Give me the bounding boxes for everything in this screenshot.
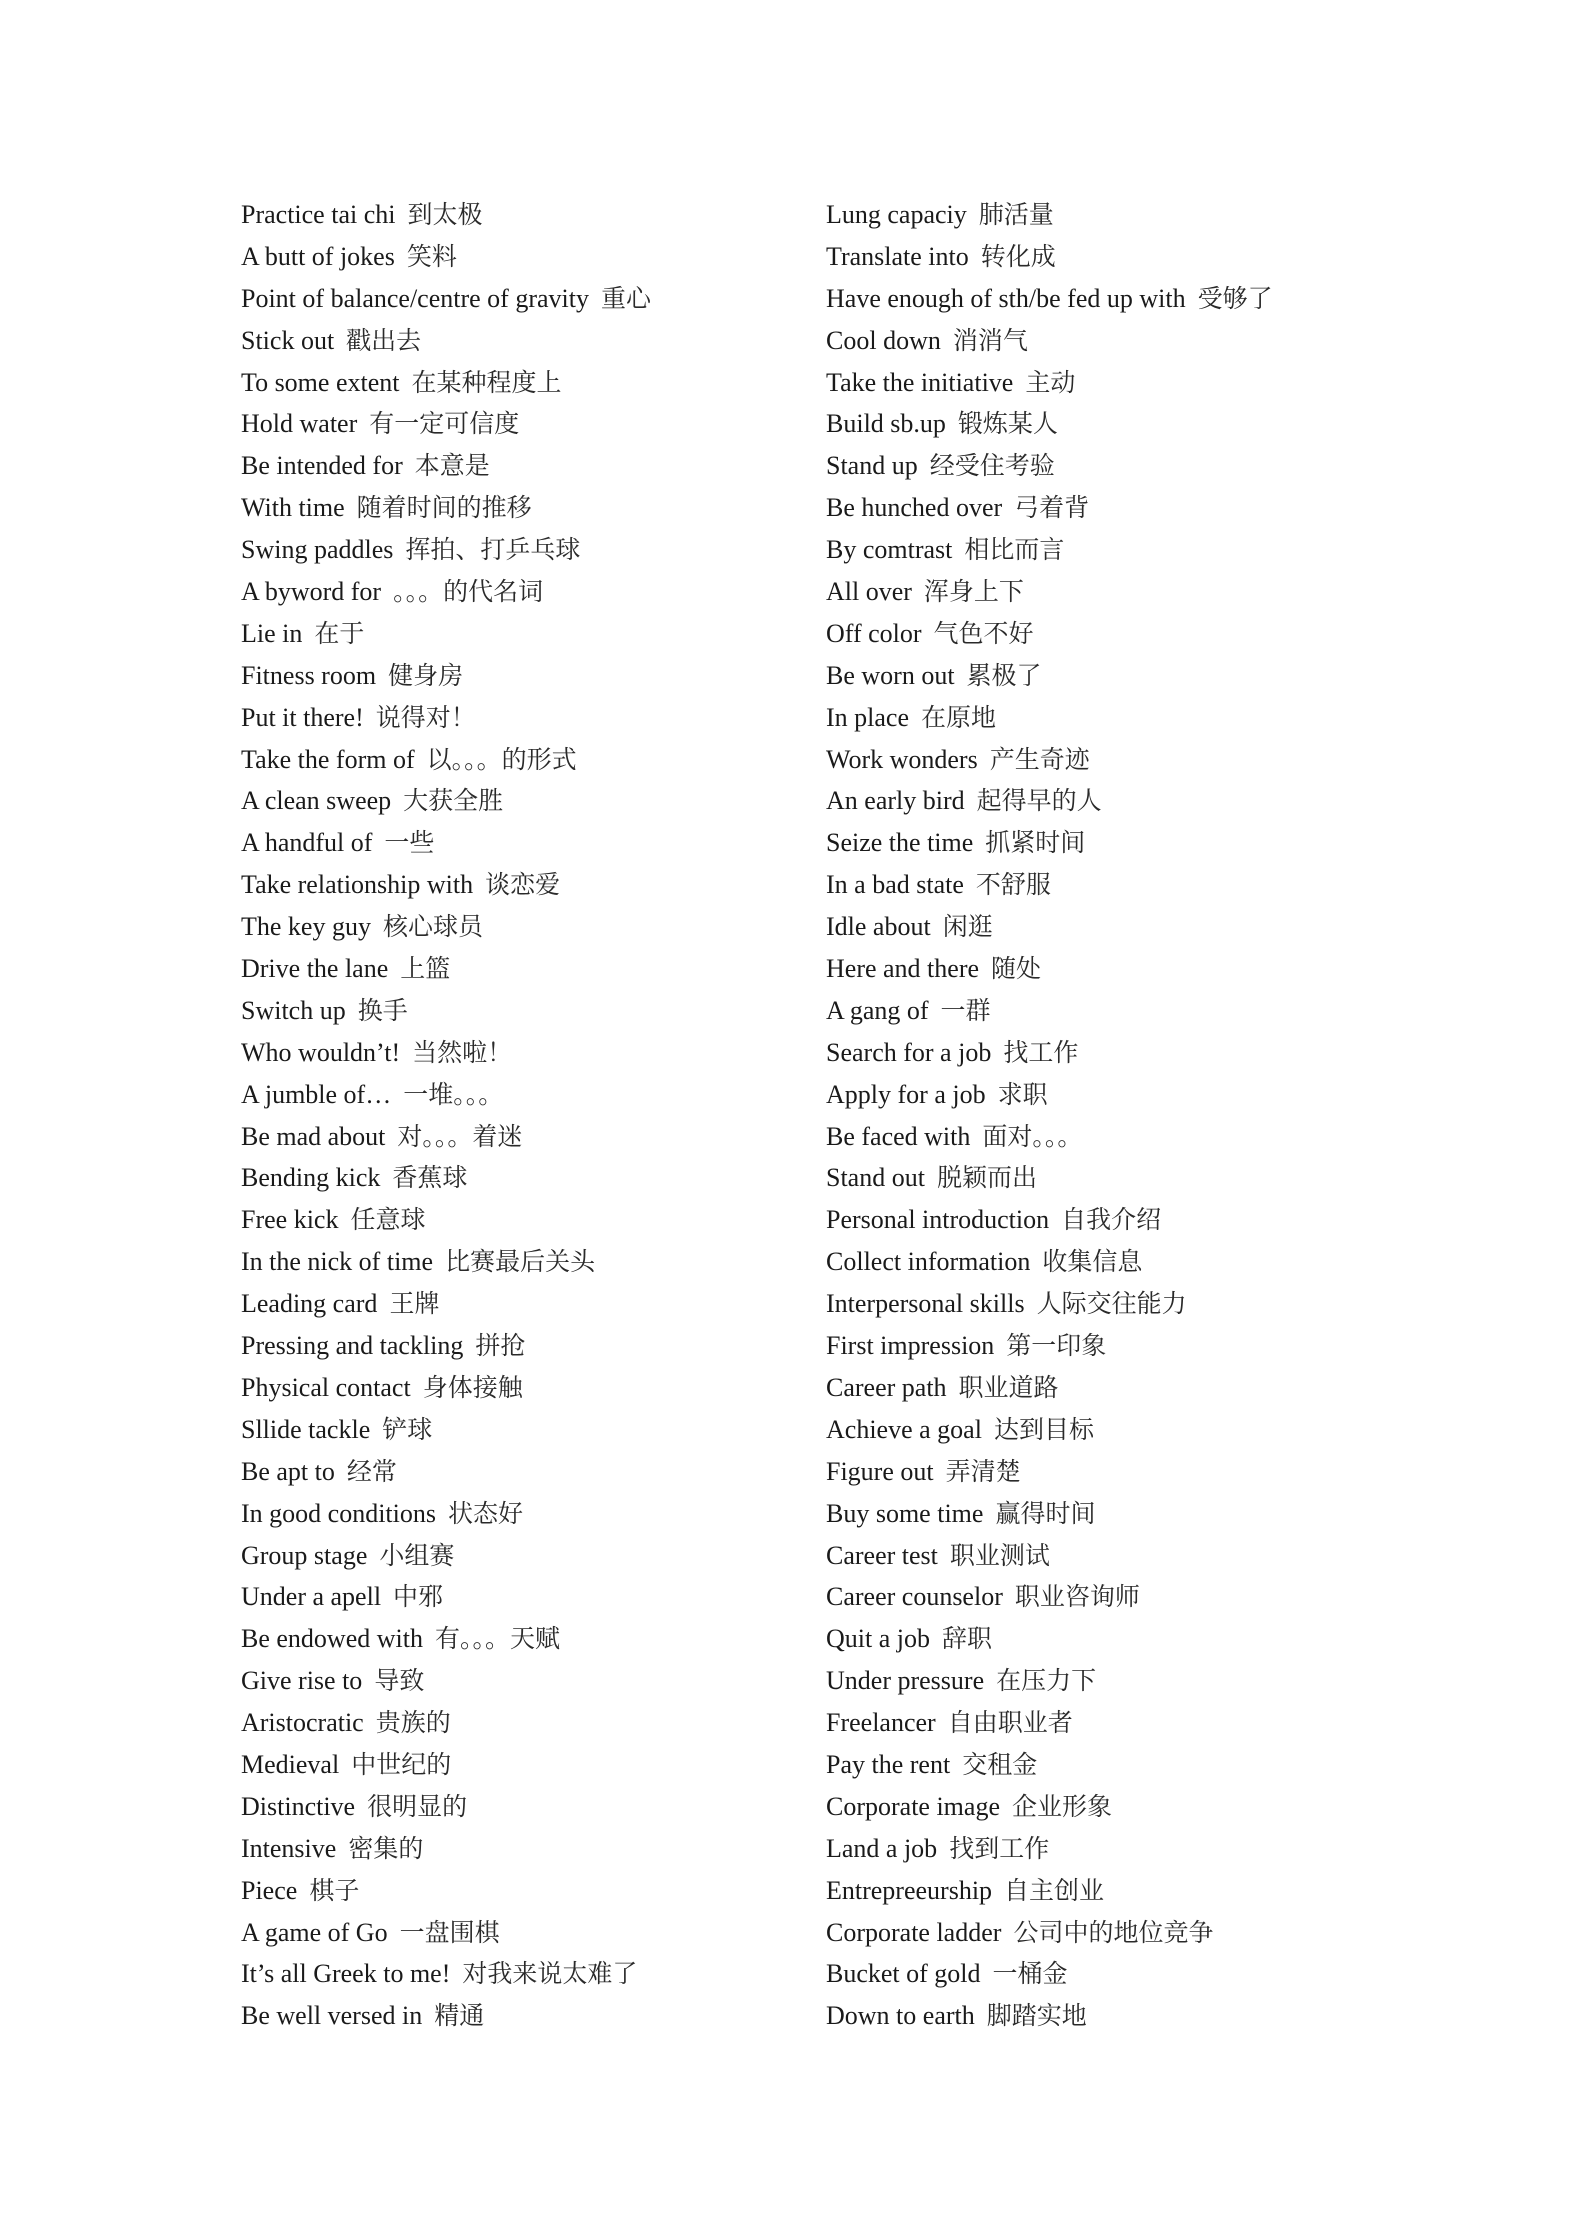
english-phrase: Idle about <box>826 912 931 942</box>
english-phrase: In place <box>826 702 910 732</box>
english-phrase: Stick out <box>241 325 335 355</box>
chinese-translation: 一群 <box>940 995 991 1025</box>
english-phrase: Swing paddles <box>241 535 394 565</box>
chinese-translation: 经常 <box>346 1456 397 1486</box>
chinese-translation: 相比而言 <box>964 535 1065 565</box>
chinese-translation: 一桶金 <box>992 1959 1068 1989</box>
english-phrase: Practice tai chi <box>241 200 396 229</box>
english-phrase: Achieve a goal <box>826 1414 982 1444</box>
chinese-translation: 自我介绍 <box>1061 1205 1162 1235</box>
english-phrase: Figure out <box>826 1456 934 1486</box>
vocabulary-entry <box>826 1953 1526 1995</box>
vocabulary-entry <box>826 1116 1526 1158</box>
chinese-translation: 本意是 <box>414 451 490 481</box>
vocabulary-entry <box>241 1912 801 1954</box>
english-phrase: Pressing and tackling <box>241 1331 464 1361</box>
english-phrase: Intensive <box>241 1833 337 1863</box>
vocabulary-entry <box>241 1744 801 1786</box>
english-phrase: First impression <box>826 1331 995 1361</box>
vocabulary-entry <box>826 194 1526 236</box>
chinese-translation: 上篮 <box>400 954 451 984</box>
vocabulary-entry <box>241 780 801 822</box>
vocabulary-entry <box>826 487 1526 529</box>
chinese-translation: 主动 <box>1025 367 1076 397</box>
english-phrase: Translate into <box>826 241 969 271</box>
chinese-translation: 对我来说太难了 <box>462 1959 638 1989</box>
vocabulary-entry <box>241 1786 801 1828</box>
english-phrase: Build sb.up <box>826 409 946 439</box>
chinese-translation: 任意球 <box>350 1205 426 1235</box>
vocabulary-entry <box>241 278 801 320</box>
chinese-translation: 脱颖而出 <box>936 1163 1037 1193</box>
english-phrase: With time <box>241 493 345 523</box>
chinese-translation: 中邪 <box>393 1582 444 1612</box>
vocabulary-entry <box>241 1953 801 1995</box>
english-phrase: Pay the rent <box>826 1749 951 1779</box>
vocabulary-entry <box>241 613 801 655</box>
chinese-translation: 换手 <box>357 995 408 1025</box>
vocabulary-entry <box>241 403 801 445</box>
vocabulary-entry <box>826 1074 1526 1116</box>
english-phrase: Medieval <box>241 1749 340 1779</box>
chinese-translation: 气色不好 <box>933 618 1034 648</box>
english-phrase: By comtrast <box>826 535 953 565</box>
chinese-translation: 公司中的地位竞争 <box>1013 1917 1214 1947</box>
chinese-translation: 起得早的人 <box>976 786 1102 816</box>
english-phrase: Under pressure <box>826 1666 985 1696</box>
chinese-translation: 铲球 <box>382 1414 433 1444</box>
chinese-translation: 大获全胜 <box>403 786 504 816</box>
english-phrase: Career counselor <box>826 1582 1003 1612</box>
chinese-translation: 辞职 <box>942 1624 993 1654</box>
chinese-translation: 香蕉球 <box>392 1163 468 1193</box>
english-phrase: Buy some time <box>826 1498 984 1528</box>
english-phrase: Corporate ladder <box>826 1917 1002 1947</box>
english-phrase: Land a job <box>826 1833 938 1863</box>
english-phrase: In good conditions <box>241 1498 436 1528</box>
english-phrase: Be intended for <box>241 451 403 481</box>
english-phrase: Under a apell <box>241 1582 382 1612</box>
chinese-translation: 身体接触 <box>422 1372 523 1402</box>
english-phrase: Drive the lane <box>241 954 389 984</box>
english-phrase: Here and there <box>826 954 980 984</box>
vocabulary-entry <box>826 1870 1526 1912</box>
english-phrase: Off color <box>826 618 922 648</box>
vocabulary-entry <box>826 1618 1526 1660</box>
chinese-translation: 贵族的 <box>375 1708 451 1738</box>
vocabulary-entry <box>826 780 1526 822</box>
vocabulary-entry <box>241 1870 801 1912</box>
vocabulary-entry <box>241 1199 801 1241</box>
english-phrase: Physical contact <box>241 1372 411 1402</box>
vocabulary-entry <box>241 529 801 571</box>
chinese-translation: 有。。。天赋 <box>434 1624 560 1654</box>
vocabulary-entry <box>241 1283 801 1325</box>
vocabulary-entry <box>826 948 1526 990</box>
vocabulary-entry <box>241 948 801 990</box>
vocabulary-entry <box>241 194 801 236</box>
chinese-translation: 中世纪的 <box>351 1749 452 1779</box>
vocabulary-entry <box>826 864 1526 906</box>
chinese-translation: 产生奇迹 <box>989 744 1090 774</box>
chinese-translation: 以。。。的形式 <box>426 744 577 774</box>
english-phrase: Group stage <box>241 1540 368 1570</box>
vocabulary-entry <box>826 529 1526 571</box>
english-phrase: Bending kick <box>241 1163 381 1193</box>
vocabulary-entry <box>241 1241 801 1283</box>
vocabulary-entry <box>826 1367 1526 1409</box>
chinese-translation: 自主创业 <box>1004 1875 1105 1905</box>
english-phrase: Give rise to <box>241 1666 363 1696</box>
vocabulary-entry <box>241 1535 801 1577</box>
chinese-translation: 在原地 <box>921 702 997 732</box>
english-phrase: Hold water <box>241 409 358 439</box>
english-phrase: Take relationship with <box>241 870 474 900</box>
chinese-translation: 受够了 <box>1197 283 1273 313</box>
vocabulary-entry <box>241 1032 801 1074</box>
chinese-translation: 核心球员 <box>382 912 483 942</box>
chinese-translation: 对。。。着迷 <box>397 1121 523 1151</box>
chinese-translation: 职业咨询师 <box>1014 1582 1140 1612</box>
english-phrase: Corporate image <box>826 1791 1000 1821</box>
english-phrase: A clean sweep <box>241 786 392 816</box>
chinese-translation: 一些 <box>384 828 435 858</box>
english-phrase: A butt of jokes <box>241 241 395 271</box>
chinese-translation: 脚踏实地 <box>986 2001 1087 2031</box>
chinese-translation: 闲逛 <box>942 912 993 942</box>
vocabulary-entry <box>241 1325 801 1367</box>
vocabulary-entry <box>241 906 801 948</box>
chinese-translation: 一堆。。。 <box>403 1079 504 1109</box>
chinese-translation: 戳出去 <box>346 325 422 355</box>
vocabulary-entry <box>826 1912 1526 1954</box>
vocabulary-entry <box>241 1576 801 1618</box>
chinese-translation: 比赛最后关头 <box>445 1247 596 1277</box>
vocabulary-entry <box>826 906 1526 948</box>
vocabulary-entry <box>241 697 801 739</box>
english-phrase: Collect information <box>826 1247 1031 1277</box>
english-phrase: Fitness room <box>241 660 377 690</box>
chinese-translation: 小组赛 <box>379 1540 455 1570</box>
english-phrase: A byword for <box>241 577 382 607</box>
vocabulary-entry <box>826 1032 1526 1074</box>
vocabulary-entry <box>826 362 1526 404</box>
english-phrase: Seize the time <box>826 828 974 858</box>
vocabulary-entry <box>826 655 1526 697</box>
vocabulary-entry <box>826 445 1526 487</box>
chinese-translation: 找到工作 <box>949 1833 1050 1863</box>
english-phrase: It’s all Greek to me! <box>241 1959 451 1989</box>
english-phrase: Personal introduction <box>826 1205 1050 1235</box>
chinese-translation: 随着时间的推移 <box>356 493 532 523</box>
english-phrase: Who wouldn’t! <box>241 1037 401 1067</box>
english-phrase: Point of balance/centre of gravity <box>241 283 589 313</box>
vocabulary-entry <box>826 571 1526 613</box>
chinese-translation: 找工作 <box>1003 1037 1079 1067</box>
vocabulary-entry <box>241 1367 801 1409</box>
vocabulary-entry <box>826 278 1526 320</box>
chinese-translation: 锻炼某人 <box>957 409 1058 439</box>
english-phrase: A gang of <box>826 995 929 1025</box>
vocabulary-entry <box>826 403 1526 445</box>
chinese-translation: 重心 <box>600 283 651 313</box>
english-phrase: Be apt to <box>241 1456 335 1486</box>
vocabulary-entry <box>826 1828 1526 1870</box>
chinese-translation: 。。。的代名词 <box>393 577 544 607</box>
vocabulary-entry <box>826 1535 1526 1577</box>
chinese-translation: 肺活量 <box>978 200 1054 229</box>
english-phrase: Quit a job <box>826 1624 930 1654</box>
vocabulary-entry <box>826 822 1526 864</box>
chinese-translation: 状态好 <box>448 1498 524 1528</box>
english-phrase: Be mad about <box>241 1121 386 1151</box>
chinese-translation: 消消气 <box>952 325 1028 355</box>
chinese-translation: 健身房 <box>388 660 464 690</box>
chinese-translation: 赢得时间 <box>995 1498 1096 1528</box>
english-phrase: Freelancer <box>826 1708 936 1738</box>
vocabulary-entry <box>241 1995 801 2037</box>
english-phrase: Lung capaciy <box>826 200 967 229</box>
english-phrase: A handful of <box>241 828 373 858</box>
chinese-translation: 浑身上下 <box>923 577 1024 607</box>
english-phrase: To some extent <box>241 367 400 397</box>
vocabulary-entry <box>826 236 1526 278</box>
vocabulary-entry <box>826 1157 1526 1199</box>
chinese-translation: 企业形象 <box>1012 1791 1113 1821</box>
english-phrase: Have enough of sth/be fed up with <box>826 283 1186 313</box>
english-phrase: A game of Go <box>241 1917 388 1947</box>
english-phrase: Be well versed in <box>241 2001 423 2031</box>
chinese-translation: 累极了 <box>966 660 1042 690</box>
chinese-translation: 在压力下 <box>996 1666 1097 1696</box>
vocabulary-entry <box>241 1409 801 1451</box>
english-phrase: Stand up <box>826 451 918 481</box>
vocabulary-entry <box>241 1074 801 1116</box>
vocabulary-entry <box>241 1157 801 1199</box>
vocabulary-entry <box>241 320 801 362</box>
english-phrase: Apply for a job <box>826 1079 986 1109</box>
vocabulary-entry <box>826 1199 1526 1241</box>
vocabulary-entry <box>241 1660 801 1702</box>
vocabulary-entry <box>826 1283 1526 1325</box>
english-phrase: Free kick <box>241 1205 339 1235</box>
vocabulary-entry <box>241 990 801 1032</box>
chinese-translation: 有一定可信度 <box>369 409 520 439</box>
english-phrase: Bucket of gold <box>826 1959 981 1989</box>
vocabulary-entry <box>241 864 801 906</box>
english-phrase: Stand out <box>826 1163 925 1193</box>
chinese-translation: 职业测试 <box>949 1540 1050 1570</box>
chinese-translation: 谈恋爱 <box>485 870 561 900</box>
chinese-translation: 一盘围棋 <box>399 1917 500 1947</box>
english-phrase: A jumble of… <box>241 1079 392 1109</box>
english-phrase: Work wonders <box>826 744 978 774</box>
chinese-translation: 人际交往能力 <box>1036 1289 1187 1319</box>
english-phrase: An early bird <box>826 786 965 816</box>
chinese-translation: 挥拍、打乒乓球 <box>405 535 581 565</box>
chinese-translation: 精通 <box>434 2001 485 2031</box>
chinese-translation: 弄清楚 <box>945 1456 1021 1486</box>
english-phrase: Distinctive <box>241 1791 356 1821</box>
vocabulary-entry <box>826 1241 1526 1283</box>
chinese-translation: 到太极 <box>407 200 483 229</box>
chinese-translation: 不舒服 <box>975 870 1051 900</box>
english-phrase: Cool down <box>826 325 941 355</box>
vocabulary-entry <box>826 697 1526 739</box>
chinese-translation: 面对。。。 <box>982 1121 1083 1151</box>
vocabulary-entry <box>241 445 801 487</box>
chinese-translation: 第一印象 <box>1006 1331 1107 1361</box>
english-phrase: Career test <box>826 1540 938 1570</box>
chinese-translation: 职业道路 <box>958 1372 1059 1402</box>
chinese-translation: 导致 <box>374 1666 425 1696</box>
english-phrase: Lie in <box>241 618 303 648</box>
vocabulary-entry <box>241 1116 801 1158</box>
english-phrase: Career path <box>826 1372 947 1402</box>
english-phrase: Aristocratic <box>241 1708 364 1738</box>
vocabulary-entry <box>241 362 801 404</box>
english-phrase: Entrepreeurship <box>826 1875 993 1905</box>
vocabulary-entry <box>826 1995 1526 2037</box>
chinese-translation: 收集信息 <box>1042 1247 1143 1277</box>
english-phrase: Piece <box>241 1875 298 1905</box>
english-phrase: Search for a job <box>826 1037 992 1067</box>
vocabulary-entry <box>826 739 1526 781</box>
english-phrase: Sllide tackle <box>241 1414 371 1444</box>
vocabulary-entry <box>826 1660 1526 1702</box>
vocabulary-entry <box>826 1451 1526 1493</box>
vocabulary-entry <box>241 1493 801 1535</box>
english-phrase: Take the form of <box>241 744 415 774</box>
vocabulary-entry <box>241 1618 801 1660</box>
vocabulary-entry <box>826 320 1526 362</box>
vocabulary-entry <box>826 1744 1526 1786</box>
english-phrase: Put it there! <box>241 702 364 732</box>
vocabulary-entry <box>241 236 801 278</box>
vocabulary-entry <box>826 1409 1526 1451</box>
chinese-translation: 拼抢 <box>475 1331 526 1361</box>
chinese-translation: 笑料 <box>406 241 457 271</box>
vocabulary-entry <box>826 1493 1526 1535</box>
english-phrase: In the nick of time <box>241 1247 434 1277</box>
chinese-translation: 抓紧时间 <box>985 828 1086 858</box>
vocabulary-entry <box>241 655 801 697</box>
chinese-translation: 交租金 <box>962 1749 1038 1779</box>
chinese-translation: 棋子 <box>309 1875 360 1905</box>
chinese-translation: 自由职业者 <box>947 1708 1073 1738</box>
vocabulary-entry <box>826 990 1526 1032</box>
english-phrase: Interpersonal skills <box>826 1289 1025 1319</box>
chinese-translation: 经受住考验 <box>929 451 1055 481</box>
vocabulary-entry <box>241 487 801 529</box>
chinese-translation: 当然啦！ <box>412 1037 513 1067</box>
english-phrase: Be endowed with <box>241 1624 423 1654</box>
chinese-translation: 王牌 <box>389 1289 440 1319</box>
chinese-translation: 密集的 <box>348 1833 424 1863</box>
chinese-translation: 弓着背 <box>1014 493 1090 523</box>
english-phrase: All over <box>826 577 912 607</box>
vocabulary-entry <box>826 613 1526 655</box>
english-phrase: In a bad state <box>826 870 964 900</box>
vocabulary-entry <box>826 1576 1526 1618</box>
english-phrase: The key guy <box>241 912 371 942</box>
english-phrase: Be worn out <box>826 660 955 690</box>
chinese-translation: 达到目标 <box>993 1414 1094 1444</box>
vocabulary-entry <box>241 1702 801 1744</box>
chinese-translation: 求职 <box>997 1079 1048 1109</box>
english-phrase: Down to earth <box>826 2001 975 2031</box>
english-phrase: Switch up <box>241 995 346 1025</box>
chinese-translation: 转化成 <box>980 241 1056 271</box>
vocabulary-entry <box>241 1828 801 1870</box>
vocabulary-entry <box>241 1451 801 1493</box>
chinese-translation: 在于 <box>314 618 365 648</box>
vocabulary-entry <box>241 822 801 864</box>
vocabulary-list-right <box>826 194 1526 2037</box>
chinese-translation: 说得对！ <box>375 702 476 732</box>
english-phrase: Leading card <box>241 1289 378 1319</box>
chinese-translation: 在某种程度上 <box>411 367 562 397</box>
english-phrase: Be hunched over <box>826 493 1003 523</box>
vocabulary-list-left <box>241 194 801 2037</box>
vocabulary-entry <box>826 1786 1526 1828</box>
chinese-translation: 很明显的 <box>367 1791 468 1821</box>
english-phrase: Take the initiative <box>826 367 1014 397</box>
vocabulary-entry <box>241 571 801 613</box>
vocabulary-entry <box>826 1325 1526 1367</box>
english-phrase: Be faced with <box>826 1121 971 1151</box>
vocabulary-entry <box>826 1702 1526 1744</box>
chinese-translation: 随处 <box>991 954 1042 984</box>
vocabulary-entry <box>241 739 801 781</box>
